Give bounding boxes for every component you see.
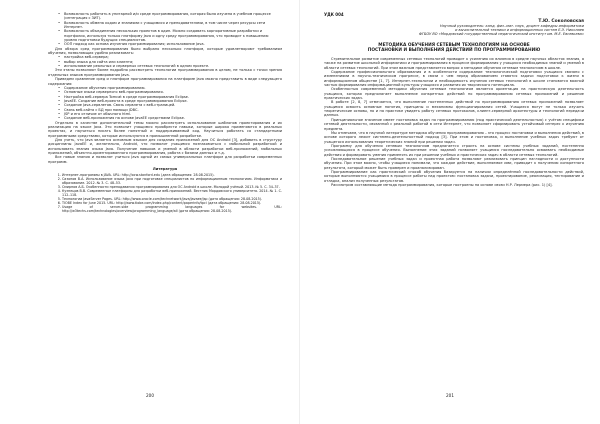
bullet-list-top: [48, 12, 282, 47]
list-item: • JSP и его отличие от обычного html.: [64, 112, 282, 116]
list-item: • Создание веб-приложения на основе JavaEE средствами Eclipse.: [64, 116, 282, 120]
paragraph: Содержание профессионального образования и в особенности содержание технологической подготовки учащихся связано с изменениями в научно-техническом прогрессе, в связи с чем перед образованием ставятся задачи подготовки к жизни в информационном обществе [1, 7]. Интернет-технологии и необходимость изучения сетевых технологий в школе становятся важной частью формирования информационной культуры учащихся и развития их творческого потенциала.: [324, 70, 584, 88]
paragraph: Мы отмечаем, что в научной литературе методика обучения программированию – это процесс постановки и выполнения действий, в основе которого лежит системно-деятельностный подход [3]. При этом и постановка, и выполнение учебных задач требуют от учащегося использования теоретических знаний при решении задач.: [324, 130, 584, 144]
list-item: • JavaEE. Создание веб-проекта в среде программирования Eclipse.: [64, 99, 282, 103]
paragraph: Приведем сравнение сред и платформ программирования на платформе Java можно представить в виде следующего содержания:: [48, 77, 282, 86]
bullet-list-mid: [48, 55, 282, 68]
udc-code: УДК 004: [324, 12, 344, 17]
list-item: • Основные языки серверного веб-программирования.: [64, 90, 282, 94]
list-item: • Возможность обмена кодом и знаниями с учащимися и преподавателями, в том числе через ресурсы сети Интернет.: [64, 21, 282, 30]
references-heading: Литература: [152, 167, 178, 172]
paragraph: Программирование как практический способ обучения базируется на наличии определённой последовательности действий, которые выполняются учащимися в процессе работы над проектом: постановка задачи, проектирование, реализация, тестирование и отладка, анализ полученных результатов.: [324, 169, 584, 183]
reference-item: 3. Смирнов А.Б. Особенности преподавания программирования для ОС Android в школе. Молодой учёный. 2013. № 5. С. 34–37.: [62, 185, 282, 189]
bullet-list-topics: [48, 86, 282, 121]
reference-item: 4. Кузнецов В.В. Современные платформы для разработки веб-приложений. Вестник Мордовского университета. 2014. № 1. С. 112–118.: [62, 189, 282, 197]
paragraph: Стремительное развитие современных сетевых технологий приводит к усилению их влияния в средне научных областях знания, а также на развитие школьной информатики и программирования в процессе формирования у учащихся необходимых знаний и умений в области сетевых технологий. При этом важным представляется вопрос о методике обучения сетевым технологиям в школе.: [324, 57, 584, 70]
author-name: Т.Ю. Соколовская: [538, 19, 584, 24]
references-list: [48, 173, 282, 213]
page-number: 200: [146, 393, 154, 398]
paragraph: В работе [2, 8, 7] отмечается, что выполнение постепенных действий по программированию сетевых приложений позволяет учащимся освоить основные понятия, принципы и механизмы функционирования сетей. Учащиеся могут не только изучить теоретические основы, но и на практике увидеть работу сетевых протоколов, клиент-серверной архитектуры и технологий передачи данных.: [324, 100, 584, 118]
affiliation-line: Научный руководитель: канд. физ.-мат. наук, доцент кафедры информатики: [439, 24, 584, 28]
reference-item: 6. TIOBE Index for June 2015. URL: http://www.tiobe.com/index.php/content/paperinfo/tpci (дата обращения: 28.08.2015).: [62, 201, 282, 205]
reference-item: 1. Интернет-программы в JAVA. URL: http://ocw.stanford.edu (дата обращения: 28.08.2015).: [62, 173, 282, 177]
paragraph: Для обзора сред программирования было выбрано несколько платформ, которые удовлетворяют требованиям обучения, позволяющих удобно реализовать:: [48, 46, 282, 56]
paragraph: Эти этапы позволяют более подробно рассмотреть технологии программирования в целом, не только с точки зрения отдельных языков программирования Java.: [48, 68, 282, 77]
affiliation-line: ФГБОУ ВО «Мордовский государственный педагогический институт им. М.Е. Евсевьева»: [419, 32, 584, 37]
reference-item: 2. Сазонов В.А. Использование языка Java при подготовке специалистов по информационным технологиям. Информатика и образование. 2012. № 3. С. 48–53.: [62, 177, 282, 185]
affiliation-line: и вычислительной техники и информационных систем Е.Э. Николаев: [455, 28, 584, 33]
paragraph: Принципиальное значение имеет постановка задач по программированию (под практической деятельностью) с учётом специфики сетевой деятельности, связанной с реальной работой в сети Интернет, что позволяет сформировать устойчивый интерес к изучению предмета.: [324, 117, 584, 131]
list-item: • Настройка веб-сервера Tomcat в среде программирования Eclipse.: [64, 95, 282, 99]
title-line: МЕТОДИКА ОБУЧЕНИЯ СЕТЕВЫМ ТЕХНОЛОГИЯМ НА ОСНОВЕ: [378, 42, 530, 48]
title-line: ПОСТАНОВКИ И ВЫПОЛНЕНИЯ ДЕЙСТВИЙ ПО ПРОГРАММИРОВАНИЮ: [367, 47, 541, 53]
list-item: • Создание Java-сервлетов. Связь сервлета с веб-страницей.: [64, 103, 282, 107]
list-item: • Возможность объединения нескольких проектов в один. Можно создавать корпоративные разработки и портфолио, используя только платформу Java и одну среду программирования, что приводит к повышению уровня подготовки будущих специалистов.: [64, 29, 282, 42]
paragraph: Программу для обучения сетевым технологиям предлагается строить на основе системы учебных заданий, постепенно усложняющихся в процессе обучения. Выполнение этих заданий позволяет учащимся последовательно осваивать необходимые действия и формировать умения применять их при решении учебных и практических задач в области сетевых технологий.: [324, 143, 584, 157]
right-page: [300, 0, 600, 424]
list-item: • выбор языка для сайта или клиента;: [64, 60, 282, 64]
paragraph: Отдельно в качестве дополнительной темы можно рассмотреть использование шаблонов проектирования и их реализацию на языке Java. Это позволит учащимся приобрести навыки, которые широко применяются в реальных проектах, и научиться писать более понятный и поддерживаемый код. Научиться работать со стандартными программными средствами, которые используются в промышленной разработке.: [48, 120, 282, 138]
list-item: • настройка веб-сервера;: [64, 55, 282, 59]
article-title: [324, 43, 584, 53]
paragraph: Рассмотрим составляющие метода программирования, которые построены на основе связи Н.Р. Лермера (рис. 1) [4].: [331, 182, 553, 187]
reference-item: 7. Usage of server-side programming languages for websites. URL: http://w3techs.com/technologies/overview/programming_language/all (дата обращения: 28.08.2015).: [62, 205, 282, 213]
list-item: • использование реальных и серверных сетевых технологий в одном проекте.: [64, 64, 282, 68]
paragraph: Все новые знания и позволят учиться Java одной из самых универсальных платформ для разработки современных программ.: [48, 155, 282, 164]
list-item: • Возможность работать в унитарной и/и среде программирования, которая была изучена в учебном процессе (интеграция с ЗИТ).: [64, 12, 282, 21]
paragraph: Последовательное решение учебных задач и проектная работа позволяют реализовать принцип наглядности и доступности обучения. При этом важно, чтобы учащиеся понимали, что каждое действие, выполняемое ими, приводит к получению конкретного результата, который может быть проверен и проанализирован.: [324, 156, 584, 170]
paragraph: Особенностью современной методики обучения сетевым технологиям является ориентация на практическую деятельность учащихся, которая предполагает выполнение конкретных действий по программированию сетевых приложений и решение практических задач.: [324, 87, 584, 101]
list-item: • Связь веб-сайта с БД при помощи JDBC.: [64, 108, 282, 112]
reference-item: 5. Технологии JavaServer Pages. URL: http://www.oracle.com/technetwork/java/javaee/jsp (дата обращения: 28.08.2015).: [62, 197, 282, 201]
list-item: • ООП подход как основа изучения программирования; использование Java.: [64, 42, 282, 46]
list-item: • Содержание обучения программированию.: [64, 86, 282, 90]
page-number: 201: [446, 393, 454, 398]
paragraph: Для учеть, что Java является основным языком для создания приложений для ОС Android [3], добавить в структуру дисциплины JavaEE и, желательно, Android, что позволит учащимся познакомиться с мобильной разработкой и использовать знания языка Java. Получение навыков и умений в области разработки веб-приложений, мобильных приложений, объектно-ориентированного программирования, работа с базами данных и т.д.: [48, 137, 282, 155]
